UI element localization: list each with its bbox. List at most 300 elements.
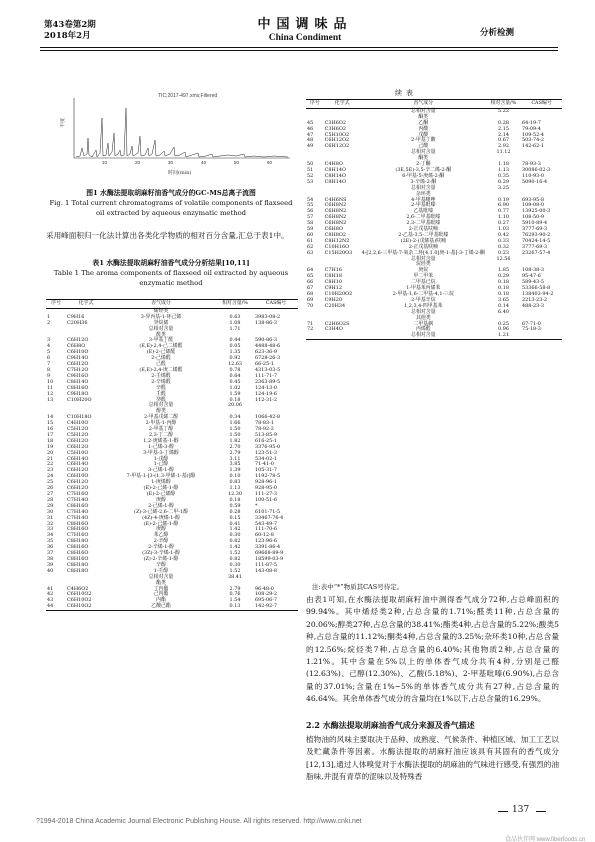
table-cell: 40 (47, 567, 54, 574)
table-cell: 戊酸 (418, 131, 429, 138)
header-rule-thin (40, 50, 558, 51)
x-tick: 30 (168, 160, 174, 165)
table-cell: 丙酸 (418, 125, 429, 132)
table-cell: 3-甲基丁醛 (148, 337, 174, 344)
table-cell: 2-辛烯-1-醇 (148, 544, 174, 551)
table-cell: 543-49-7 (255, 520, 277, 527)
table-cell: 2-辛烯醛 (151, 378, 171, 385)
table-cell: C8H16O (67, 384, 89, 391)
table-cell: 2 (47, 319, 51, 326)
subtotal-value: 20.06 (227, 402, 242, 409)
table2-title: 续表 (395, 89, 417, 97)
table-cell: 51 (307, 166, 314, 173)
table-cell: 0.32 (498, 243, 509, 250)
table-cell: 143-08-8 (255, 567, 277, 574)
table-cell: 0.30 (229, 532, 241, 539)
table1-caption-cn: 表1 水酶法提取胡麻籽油香气成分分析结果[10,11] (92, 259, 250, 267)
table-cell: 5 (47, 349, 51, 356)
table-cell: C6H8N2 (324, 214, 347, 221)
x-tick: 20 (135, 160, 141, 165)
table-cell: C9H18O (67, 390, 89, 397)
table-cell: 4488-48-6 (255, 343, 281, 350)
table-cell: 1.42 (229, 526, 241, 533)
table-cell: 0.92 (229, 355, 241, 362)
subtotal-label: 总相对含量 (148, 325, 174, 332)
table-cell: (E,E)-2,4-庚二烯醛 (139, 366, 183, 373)
table-cell: 19 (47, 443, 54, 450)
table-cell: C15H20O3 (324, 249, 353, 256)
table-cell: 0.59 (229, 502, 241, 509)
subtotal-value: 11.12 (496, 149, 511, 156)
table-cell: 1.18 (498, 161, 509, 168)
table-cell: 13 (47, 396, 54, 403)
table-cell: 0.64 (229, 372, 241, 379)
table-cell: 0.33 (498, 237, 509, 244)
table-cell: 6 (47, 355, 51, 362)
table-cell: C5H10O2 (324, 131, 350, 138)
header-cell: 香气成分 (361, 100, 486, 109)
table-cell: C7H16O (67, 491, 89, 497)
table-cell: 12 (47, 390, 54, 397)
subtotal-label: 总相对含量 (411, 255, 436, 262)
table-cell: 10 (47, 378, 54, 385)
x-tick: 60 (267, 160, 273, 165)
table-cell: 24 (47, 473, 54, 480)
table-cell: 内酯 (156, 597, 166, 604)
table-cell: 21 (47, 455, 54, 462)
table-cell: C5H12O (67, 431, 89, 438)
table-cell: 1.10 (498, 214, 509, 221)
table-cell: 17 (47, 431, 54, 438)
table-cell: 1-己烯-3-醇 (148, 443, 174, 450)
table-cell: 0.30 (229, 561, 241, 568)
table-cell: C6H14O (67, 455, 89, 462)
table-cell: 0.82 (229, 538, 241, 545)
table-cell: C6H12O (67, 479, 89, 486)
table-end-rule (306, 340, 562, 341)
table-cell: 30 (47, 508, 54, 515)
subtotal-label: 总相对含量 (148, 402, 174, 409)
table-cell: 0.25 (498, 320, 509, 327)
header-cell: 相对含量/% (216, 300, 254, 309)
header-cell: 相对含量/% (486, 100, 521, 109)
table-cell: (Z)-2-辛烯-1-醇 (143, 555, 179, 562)
table-cell: 2,3-二甲基吡嗪 (406, 220, 441, 227)
table-cell: C8H18O (67, 567, 89, 574)
subtotal-value: 5.22 (498, 107, 509, 114)
table-cell: C6H12O (67, 467, 89, 474)
table-cell: 0.77 (498, 208, 509, 215)
table-cell: 96-48-0 (255, 585, 274, 592)
subtotal-label: 总相对含量 (411, 308, 436, 315)
table-cell: 43 (47, 597, 54, 604)
table-cell: C6H8N2 (324, 202, 347, 209)
table-cell: 2-辛醇 (153, 538, 169, 545)
table-cell: 3.11 (229, 455, 241, 462)
table-cell: 95-47-6 (522, 273, 541, 280)
table-cell: 3.85 (229, 461, 241, 468)
table-cell: 108-38-3 (522, 267, 545, 274)
table-cell: C8H16O (67, 555, 89, 562)
table-cell: C7H16 (324, 267, 342, 274)
table-cell: (E,E)-2,4-己二烯醛 (139, 343, 183, 350)
table-cell: C6H12O (67, 437, 89, 444)
table-cell: 25 (47, 479, 54, 486)
table-cell: 1,2-庚烯基-1-醇 (143, 437, 179, 444)
table-cell: 123-96-6 (255, 538, 277, 545)
table-cell: 3.65 (498, 296, 509, 303)
table-cell: 2-正戊基呋喃 (408, 226, 438, 233)
table-cell: 3 (47, 337, 51, 344)
table-cell: 1192-78-5 (255, 473, 281, 480)
table-cell: 0.18 (229, 396, 241, 403)
table-cell: 0.10 (229, 473, 241, 480)
table-cell: 1 (47, 313, 51, 320)
table-cell: 3777-69-3 (522, 226, 548, 233)
table-cell: C10H20O (67, 396, 92, 403)
table-cell: * (255, 502, 258, 509)
header-cell: 序号 (306, 100, 324, 109)
page-dash-left (498, 811, 508, 812)
table-cell: 2-甲基吡嗪 (411, 202, 436, 209)
table-cell: (4Z)-4-庚烯-1-醇 (142, 514, 180, 521)
table-cell: 65 (307, 273, 314, 280)
table-cell: C8H14O (324, 178, 346, 185)
table-cell: C3H6O2 (324, 119, 346, 126)
table-cell: 100-51-6 (255, 496, 277, 503)
subtotal-label: 总相对含量 (148, 573, 174, 580)
table-cell: 2-甲基丁酸 (411, 137, 436, 144)
table-cell: 76293-90-2 (522, 231, 551, 238)
table-cell: 0.28 (229, 508, 241, 515)
category-label: 醇类 (156, 408, 166, 415)
table-cell: (3E,5E)-3,5-辛二烯-2-酮 (395, 166, 452, 173)
table-cell: 0.42 (498, 231, 509, 238)
chromatogram-figure (60, 88, 300, 180)
table-note: 注:表中“*”物质其CAS号待定。 (312, 583, 404, 591)
subtotal-label: 总相对含量 (411, 107, 436, 114)
table-cell: C6H12O (67, 485, 89, 492)
table-cell: 癸烷烯 (153, 319, 169, 326)
table-cell: 503-74-2 (522, 137, 545, 144)
table-cell: 52 (307, 172, 314, 179)
table-cell: 4 (47, 343, 51, 350)
category-label: 其他类 (415, 314, 431, 321)
table-cell: 2213-23-2 (522, 296, 548, 303)
table-cell: 2,6-二甲基吡嗪 (406, 214, 441, 221)
table-cell: 庚醇 (156, 496, 166, 503)
table-cell: 1.52 (229, 550, 241, 557)
header-cell: CAS编号 (254, 300, 298, 309)
table-cell: 72 (307, 326, 314, 333)
table-cell: 2-己烯醛 (151, 355, 171, 362)
table-cell: 1.50 (229, 431, 241, 438)
table-cell: 己醛 (156, 361, 166, 368)
table-cell: 3376-95-0 (255, 443, 281, 450)
category-label: 醛类 (156, 331, 166, 338)
table-cell: 0.63 (229, 313, 241, 320)
table-cell: C7H14O (67, 508, 89, 515)
table-cell: 0.44 (229, 337, 241, 344)
table-cell: 78-93-3 (522, 161, 541, 168)
category-label: 酮类 (418, 113, 429, 120)
table-cell: C4H6O2 (67, 585, 89, 592)
table-cell: 苯乙醇 (153, 532, 169, 539)
table-cell: 23267-57-4 (522, 249, 551, 256)
table-cell: C10H20O2 (324, 291, 353, 297)
table-cell: 12.63 (227, 361, 242, 368)
table-cell: 34 (47, 532, 54, 539)
header-rule (40, 47, 558, 48)
table-cell: 1-壬醇 (153, 567, 169, 574)
table-cell: 108-29-2 (255, 591, 277, 598)
x-tick: 10 (102, 160, 108, 165)
table-cell: 1-己醇 (153, 461, 169, 468)
table-cell: 3-甲基-3-丁烯醇 (143, 449, 179, 456)
table-cell: 69 (307, 296, 314, 303)
subtotal-value: 6.40 (498, 308, 509, 315)
table-cell: 2-正戊基呋喃 (408, 243, 438, 250)
header-cell: 化学式 (66, 300, 106, 309)
table-cell: 623-36-9 (255, 349, 277, 356)
results-paragraph: 由表1可知,在水酶法提取胡麻籽油中测得香气成分72种,占总峰面积的99.94%。其中烯烃类2种,占总含量的1.71%;醛类11种,占总含量的20.06%;醇类27种,占总含量的38.41%;酯类4种,占总含量的5.22%;酸类5种,占总含量的11.12%;酮类4种,占总含量的3.25%;杂环类10种,占总含量的12.56%;烷烃类7种,占总含量的6.40%;其他物质2种,占总含量的1.21%。其中含量在5%以上的单体香气成分共有4种,分别是己醛(12.63%)、己醇(12.30%)、乙酸(5.18%)、2-甲基吡嗪(6.90%),占总含量的37.01%;含量在1%~5%的单体香气成分共有27种,占总含量的46.64%。其余单体香气成分的含量均在1%以下,占总含量的16.29%。 (306, 595, 559, 704)
table-cell: 45 (307, 119, 314, 126)
table-cell: 9 (47, 372, 51, 379)
table-cell: C6H10O (67, 473, 89, 480)
category-label: 烷烃类 (415, 261, 431, 268)
table-cell: C8H18O (67, 538, 89, 545)
table-cell: 36 (47, 544, 54, 551)
table-cell: 0.05 (229, 343, 241, 350)
table-cell: 695-06-7 (255, 597, 277, 604)
table-cell: 30086-02-3 (522, 166, 551, 173)
table-cell: 4-[2,2,6-三甲基-7-氧杂二环[4.1.0]庚-1-基]-3-丁烯-2-酮 (361, 249, 485, 256)
table-cell: 112-31-2 (255, 396, 277, 403)
table-cell: C7H12O (67, 366, 89, 373)
copyright-footer: ?1994-2018 China Academic Journal Electronic Publishing House. All rights reserved. http://www.cnki.net (36, 818, 362, 825)
table-cell: C9H14O (67, 355, 89, 362)
table1 (46, 299, 298, 611)
category-label: 烯烃类 (153, 307, 169, 314)
table-cell: 68 (307, 291, 314, 297)
page-dash-right (536, 811, 546, 812)
table-cell: 0.45 (229, 378, 241, 385)
table1-caption (46, 258, 296, 288)
table-cell: 78-92-2 (255, 426, 274, 433)
table-cell: 7 (47, 361, 51, 368)
table-cell: C6H12O (67, 361, 89, 368)
table-cell: 60-12-8 (255, 532, 274, 539)
table-cell: 53366-58-8 (522, 285, 551, 292)
table-cell: 2-壬烯醛 (151, 372, 171, 379)
source-paragraph: 植物油的风味主要取决于品种、成熟度、气候条件、种植区域、加工工艺以及贮藏条件等因素。水酶法提取的胡麻籽油应该具有其固有的香气成分[12,13],通过人体嗅觉对于水酶法提取的胡麻油的气味进行感受,有强烈的油脂味,并混有青草的涩味以及特殊香 (306, 735, 559, 782)
table-cell: 1.50 (229, 426, 241, 433)
table-cell: 70 (307, 302, 314, 309)
x-ticks (102, 160, 273, 165)
table-cell: C8H14O (67, 378, 89, 385)
table-cell: 4313-03-5 (255, 366, 281, 373)
table-cell: 2-甲基戊烯二醇 (143, 414, 179, 421)
volume-info (44, 20, 96, 42)
table-cell: C6H8N2 (324, 208, 347, 215)
table-cell: C6H12O2 (324, 143, 350, 150)
table-cell: 61 (307, 237, 314, 244)
table-cell: 癸醛 (156, 396, 166, 403)
table-cell: 32 (47, 520, 54, 527)
table-cell: 11 (47, 384, 54, 391)
page-number: 137 (512, 805, 530, 815)
table-cell: (E)-2-己烯醇 (146, 491, 176, 497)
table-cell: 1-甲基苯丙烯苯 (406, 285, 441, 292)
table-cell: C6H12O (67, 443, 89, 450)
table-cell: 1.39 (229, 467, 241, 474)
table-cell: 3391-86-4 (255, 544, 281, 551)
table1-caption-en: Table 1 The aroma components of flaxseed oil extracted by aqueous enzymatic method (53, 269, 289, 287)
table-cell: 0.15 (229, 514, 241, 521)
table-cell: C8H8O2 (324, 231, 346, 238)
table-cell: 丙烯醛 (415, 326, 431, 333)
table-cell: 15 (47, 420, 54, 427)
table-cell: 1.03 (498, 226, 509, 233)
table-cell: 488-23-3 (522, 302, 545, 309)
journal-title-cn: 中国调味品 (257, 17, 353, 32)
table-cell: 28 (47, 496, 54, 503)
table2-body (306, 108, 562, 340)
table-cell: 111-27-3 (255, 491, 277, 497)
table-cell: 111-70-6 (255, 526, 277, 533)
table-cell: 48 (307, 137, 314, 144)
table-cell: 6101-71-5 (255, 508, 281, 515)
table-cell: 41 (47, 585, 54, 592)
table-cell: 4-甲基噻唑 (411, 196, 436, 203)
table-cell: 78-83-1 (255, 420, 274, 427)
intro-paragraph: 采用峰面积归一化法计算出各类化学物质的相对百分含量,汇总于表1中。 (46, 231, 289, 240)
table-end-rule (46, 611, 298, 612)
tic-label: TIC;2017-497.xms;Filtered (158, 93, 218, 99)
table-cell: C6H14O (67, 461, 89, 468)
table-cell: 108-50-9 (522, 214, 545, 221)
table-cell: 138-86-3 (255, 319, 277, 326)
table-cell: 5910-89-4 (522, 220, 548, 227)
table-cell: C10H16O (324, 243, 350, 250)
table-cell: 142-92-7 (255, 603, 277, 610)
table-cell: 1.02 (229, 384, 241, 391)
table-cell: 66 (307, 279, 314, 286)
header-cell: 香气成分 (106, 300, 216, 309)
table-cell: 丁内酯 (153, 585, 169, 592)
table-cell: 0.41 (229, 520, 241, 527)
table-cell: 142-62-1 (522, 143, 545, 150)
table-cell: 29 (47, 502, 54, 509)
table-cell: 56 (307, 208, 314, 215)
table-cell: 0.18 (498, 285, 509, 292)
table-cell: 67-71-0 (522, 320, 541, 327)
table-cell: C20H36 (67, 319, 88, 326)
table-cell: C6H8O (67, 343, 86, 350)
table-cell: 0.96 (498, 326, 509, 333)
table-cell: 47 (307, 131, 314, 138)
table-cell: 甲二甲苯 (413, 273, 434, 280)
table-cell: C6H10O2 (67, 603, 92, 610)
table-cell: 2-甲基-1-丙醇 (145, 420, 177, 427)
table-cell: 0.83 (229, 479, 241, 486)
table-cell: 0.28 (498, 119, 509, 126)
table-cell: 2,3-丁二醇 (148, 431, 174, 438)
table-cell: 庚醇 (156, 526, 166, 533)
table-cell: 39 (47, 561, 54, 568)
table-cell: 58 (307, 220, 314, 227)
table-cell: 75-18-3 (522, 326, 541, 333)
table-cell: 66-25-1 (255, 361, 274, 368)
table-cell: 49 (307, 143, 314, 150)
table-cell: C20H34 (324, 302, 346, 309)
table-cell: 22 (47, 461, 54, 468)
table-cell: C8H16O (67, 520, 89, 527)
table-cell: C6H12O (67, 337, 89, 344)
table-cell: 3777-69-3 (522, 243, 548, 250)
table-cell: C5H12O (67, 426, 89, 433)
table-cell: 0.35 (498, 172, 509, 179)
table-cell: (E)-2-己烯-1-醇 (143, 485, 179, 492)
table-cell: 0.29 (498, 273, 509, 280)
table-cell: 50 (307, 161, 314, 168)
header-cell: 化学式 (324, 100, 361, 109)
table-cell: 54 (307, 196, 314, 203)
table-cell: C8H16O (67, 502, 89, 509)
table-cell: 111-71-7 (255, 372, 277, 379)
x-tick: 50 (234, 160, 240, 165)
table-cell: C6H10O2 (67, 591, 92, 598)
table-cell: C10H18O (67, 414, 92, 421)
table-cell: 2.15 (498, 125, 509, 132)
table-cell: 35 (47, 538, 54, 545)
table1-body (46, 308, 298, 611)
table-cell: 71 (307, 320, 314, 327)
table-cell: 0.18 (498, 291, 509, 297)
table-cell: C4H10O (67, 420, 89, 427)
table-cell: 2.70 (229, 443, 241, 450)
table-cell: 63 (307, 249, 314, 256)
chromatogram-trace (76, 108, 288, 157)
table-cell: 18599-03-9 (255, 555, 284, 562)
table-cell: 60 (307, 231, 314, 238)
table-cell: 14 (47, 414, 54, 421)
table-cell: 1.13 (229, 485, 241, 492)
table-cell: 2-甲基丁醇 (148, 426, 174, 433)
table-cell: 138403-94-2 (522, 291, 554, 297)
table-cell: (Z)-3-己烯-2,6-二甲-1醇 (134, 508, 188, 515)
subtotal-label: 总相对含量 (411, 149, 436, 156)
table-cell: 己内酯 (153, 591, 169, 598)
table-cell: 71-41-0 (255, 461, 274, 468)
table-cell: 6728-26-3 (255, 355, 281, 362)
table-cell: C9H16 (67, 313, 85, 320)
table-cell: 33 (47, 526, 54, 533)
table1-header-row (46, 300, 298, 309)
table-cell: 0.34 (229, 414, 241, 421)
table-cell: C8H12N2 (324, 237, 350, 244)
table-cell: 0.18 (498, 279, 509, 286)
table-cell: C7H14O (67, 496, 89, 503)
table-cell: 513-85-9 (255, 431, 277, 438)
table-cell: 2.79 (229, 585, 241, 592)
table2 (306, 99, 562, 340)
table-cell: 二甲基砜 (413, 320, 434, 327)
section-heading: 2.2 水酶法提取胡麻油香气成分来源及香气描述 (306, 720, 475, 730)
table-cell: 109-52-4 (522, 131, 545, 138)
journal-title-en: China Condiment (268, 33, 342, 43)
table-cell: 1.42 (229, 544, 241, 551)
